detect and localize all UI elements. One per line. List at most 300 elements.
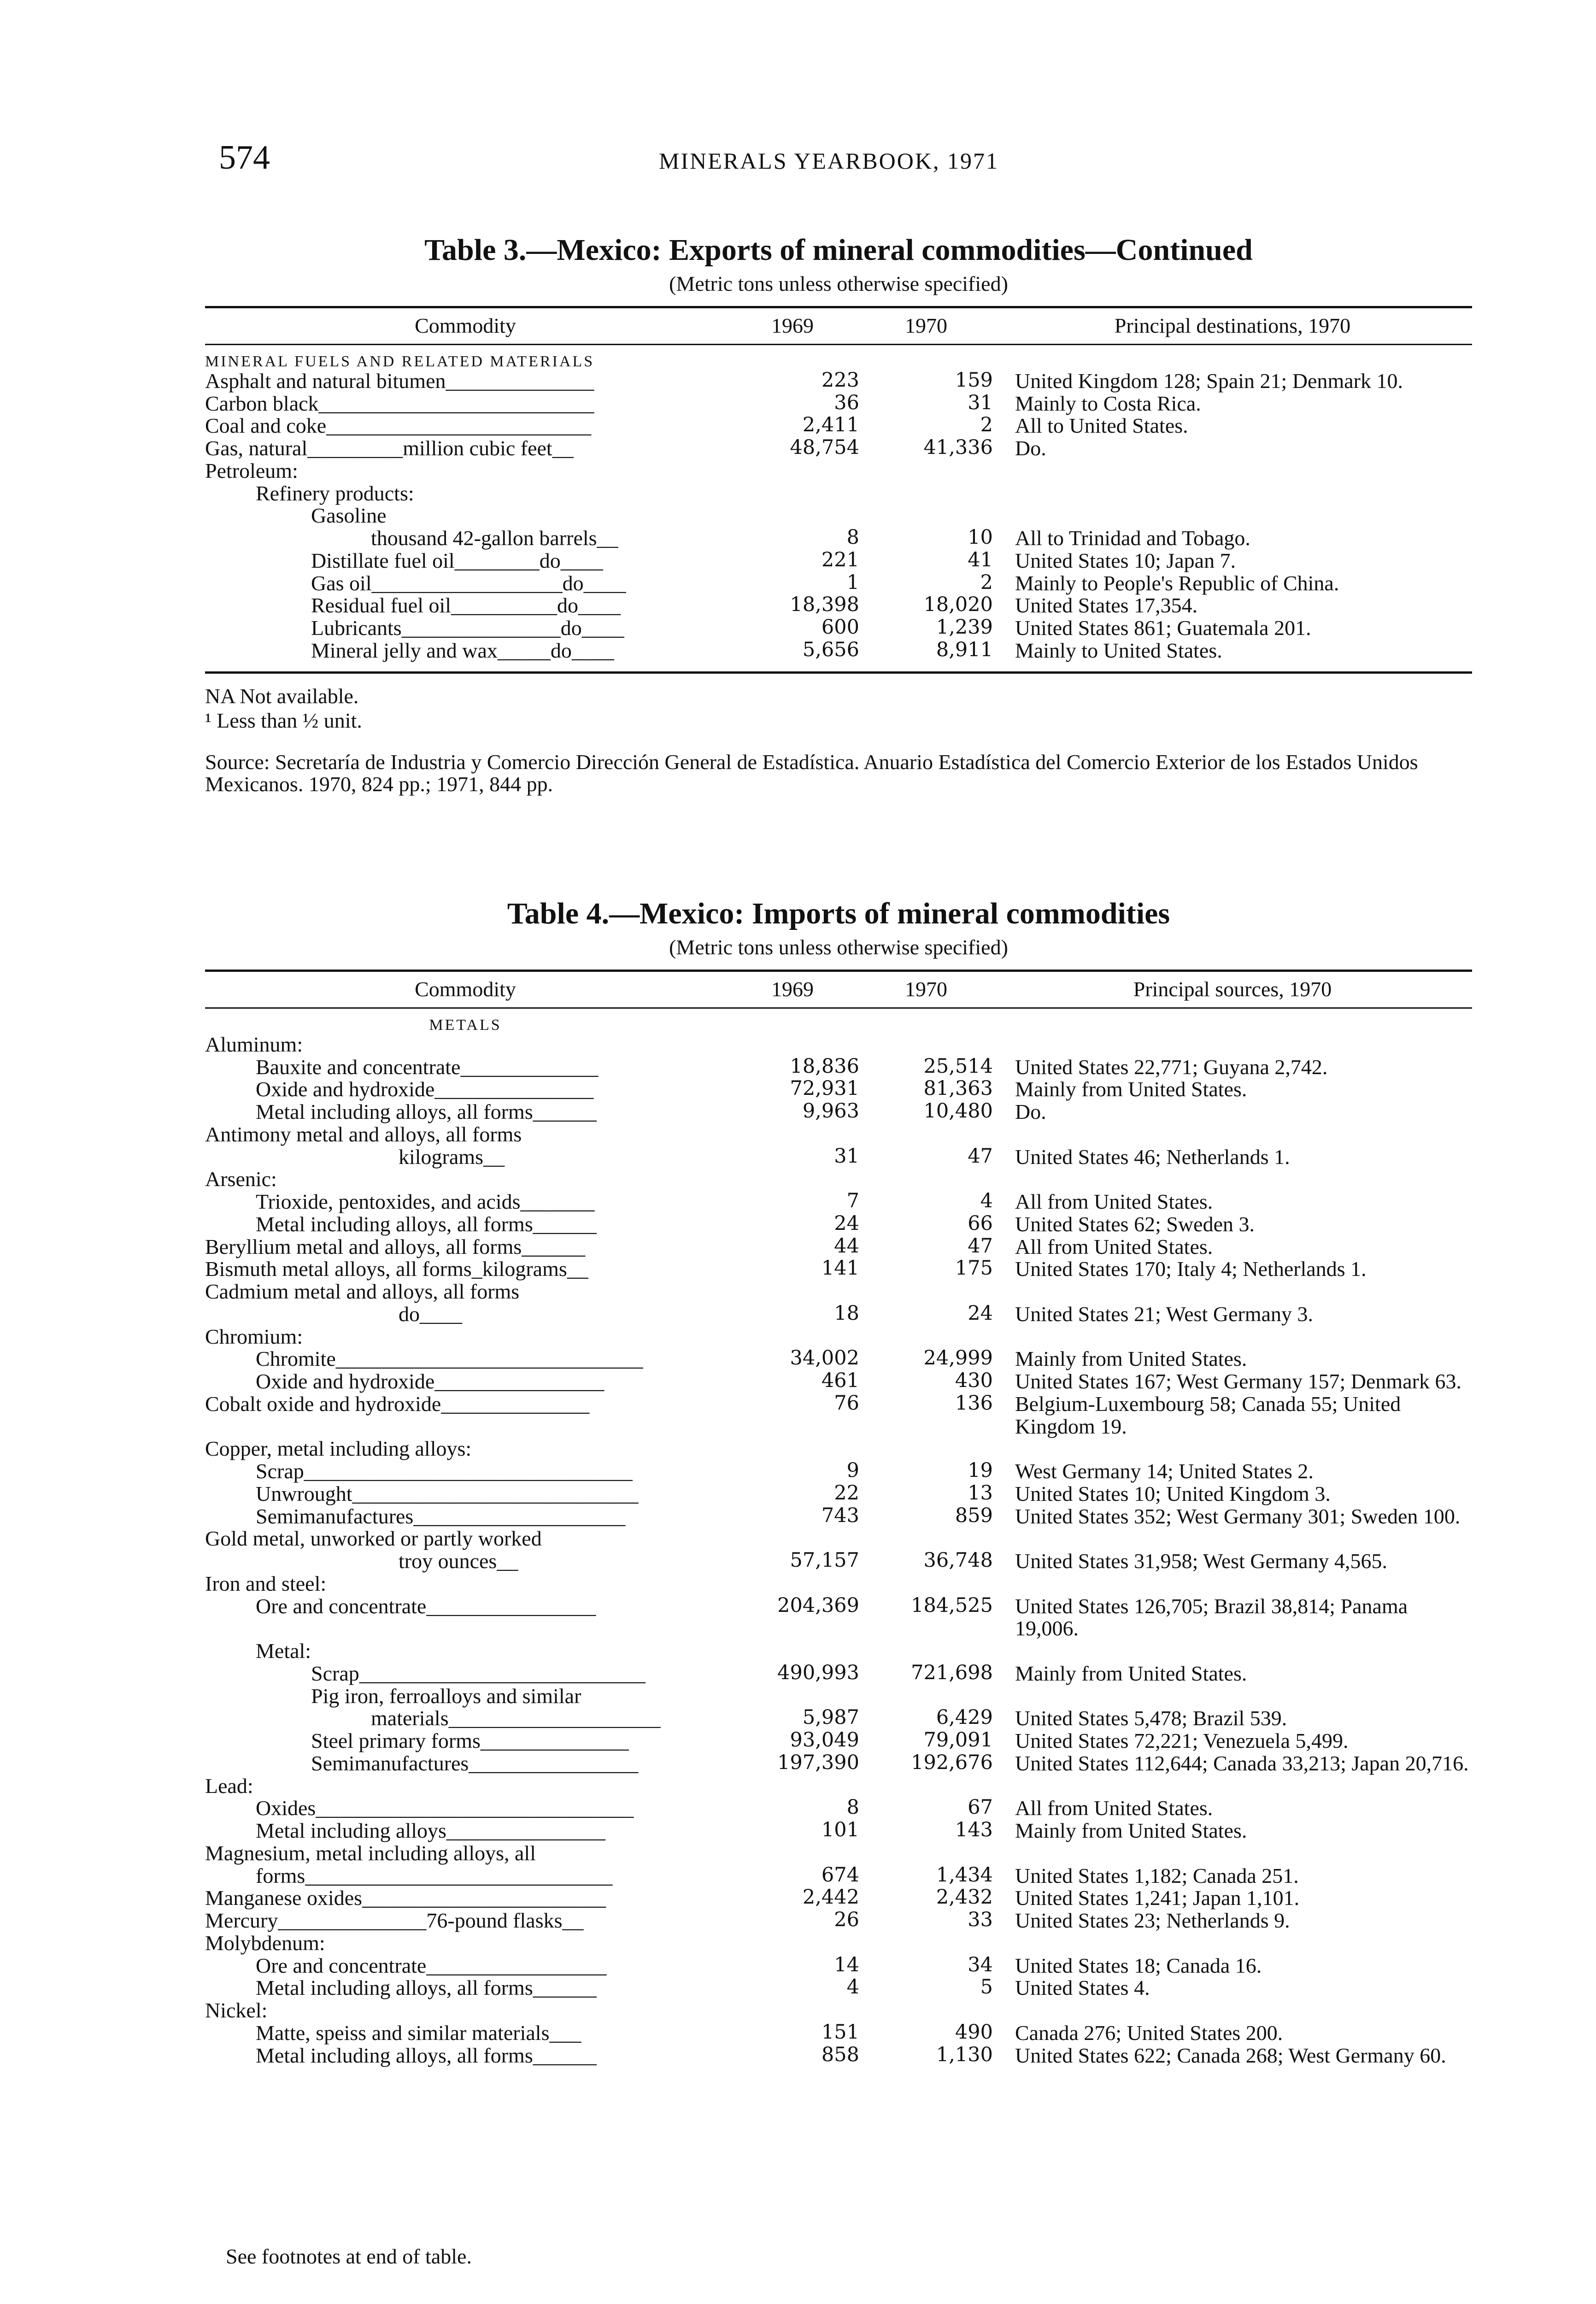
value-1969-cell: 2,411 bbox=[802, 413, 859, 437]
destination-cell bbox=[993, 1528, 1472, 1550]
value-1969-cell: 22 bbox=[834, 1481, 859, 1505]
destination-cell bbox=[993, 1775, 1472, 1798]
table-3-header-row bbox=[205, 308, 1472, 344]
table-row bbox=[205, 1955, 1472, 1977]
value-1970-cell bbox=[859, 1123, 993, 1146]
value-1969-cell bbox=[726, 1775, 859, 1798]
value-1970-cell bbox=[859, 1528, 993, 1550]
value-1970-cell: 19 bbox=[968, 1459, 993, 1482]
commodity-cell: Copper, metal including alloys: bbox=[205, 1437, 472, 1461]
commodity-cell: troy ounces__ bbox=[399, 1549, 518, 1573]
value-1969-cell bbox=[726, 482, 859, 505]
destination-cell bbox=[993, 1842, 1472, 1865]
table-row bbox=[205, 460, 1472, 482]
value-1970-cell: 2 bbox=[980, 413, 993, 437]
col-header-commodity: Commodity bbox=[415, 314, 516, 337]
value-1970-cell: 175 bbox=[955, 1257, 993, 1280]
running-head: MINERALS YEARBOOK, 1971 bbox=[659, 148, 999, 174]
table-row bbox=[205, 1123, 1472, 1146]
value-1970-cell bbox=[859, 1842, 993, 1865]
destination-cell: Mainly to People's Republic of China. bbox=[1015, 571, 1339, 595]
value-1969-cell: 9 bbox=[846, 1459, 859, 1482]
destination-cell: Do. bbox=[1015, 1100, 1046, 1124]
value-1970-cell bbox=[859, 1999, 993, 2022]
commodity-cell: Metal including alloys_______________ bbox=[256, 1819, 605, 1843]
table-row bbox=[205, 1528, 1472, 1550]
value-1969-cell: 44 bbox=[834, 1234, 859, 1258]
value-1970-cell bbox=[859, 1640, 993, 1663]
table-row bbox=[205, 1326, 1472, 1348]
value-1970-cell bbox=[859, 1326, 993, 1348]
value-1969-cell: 24 bbox=[834, 1211, 859, 1235]
destination-cell bbox=[993, 1168, 1472, 1191]
table-row bbox=[205, 1685, 1472, 1708]
commodity-cell: Beryllium metal and alloys, all forms______ bbox=[205, 1234, 586, 1258]
value-1969-cell: 204,369 bbox=[777, 1593, 859, 1617]
destination-cell: United States 72,221; Venezuela 5,499. bbox=[1015, 1729, 1349, 1753]
destination-cell: United States 352; West Germany 301; Sweden 100. bbox=[1015, 1504, 1461, 1528]
value-1969-cell: 14 bbox=[834, 1953, 859, 1976]
table-row bbox=[205, 1034, 1472, 1056]
col-header-sources: Principal sources, 1970 bbox=[1133, 977, 1332, 1001]
col-header-destinations: Principal destinations, 1970 bbox=[1114, 314, 1351, 337]
destination-cell: All to United States. bbox=[1015, 414, 1188, 438]
footnote-reference: See footnotes at end of table. bbox=[226, 2245, 472, 2268]
value-1970-cell: 36,748 bbox=[923, 1549, 993, 1572]
value-1970-cell: 25,514 bbox=[923, 1054, 993, 1078]
commodity-cell: Cobalt oxide and hydroxide______________ bbox=[205, 1392, 590, 1416]
value-1969-cell: 7 bbox=[846, 1189, 859, 1213]
value-1970-cell: 430 bbox=[955, 1369, 993, 1393]
commodity-cell: Iron and steel: bbox=[205, 1571, 327, 1595]
value-1969-cell: 72,931 bbox=[790, 1077, 859, 1100]
value-1969-cell: 8 bbox=[846, 526, 859, 549]
value-1969-cell: 8 bbox=[846, 1796, 859, 1819]
commodity-cell: Scrap_______________________________ bbox=[256, 1459, 633, 1483]
commodity-cell: Metal including alloys, all forms______ bbox=[256, 2043, 597, 2067]
destination-cell: United States 1,182; Canada 251. bbox=[1015, 1863, 1299, 1887]
value-1970-cell: 6,429 bbox=[936, 1706, 993, 1729]
value-1970-cell: 721,698 bbox=[911, 1661, 993, 1684]
value-1969-cell: 31 bbox=[834, 1144, 859, 1168]
destination-cell: United States 112,644; Canada 33,213; Japan 20,716. bbox=[1015, 1751, 1469, 1775]
destination-cell: United States 10; Japan 7. bbox=[1015, 548, 1236, 572]
table-row bbox=[205, 1056, 1472, 1079]
value-1969-cell: 858 bbox=[821, 2043, 859, 2066]
commodity-cell: Gas oil__________________do____ bbox=[311, 571, 626, 595]
commodity-cell: forms_____________________________ bbox=[256, 1863, 613, 1887]
table-row bbox=[205, 527, 1472, 550]
value-1969-cell: 1 bbox=[846, 570, 859, 594]
table-row bbox=[205, 640, 1472, 662]
value-1970-cell: 79,091 bbox=[923, 1728, 993, 1752]
col-header-1970: 1970 bbox=[905, 314, 947, 337]
commodity-cell: Bauxite and concentrate_____________ bbox=[256, 1055, 598, 1079]
table-row bbox=[205, 1999, 1472, 2022]
destination-cell: United Kingdom 128; Spain 21; Denmark 10. bbox=[1015, 369, 1403, 393]
col-header-commodity: Commodity bbox=[415, 977, 516, 1001]
value-1970-cell bbox=[859, 1685, 993, 1708]
value-1970-cell: 10,480 bbox=[923, 1099, 993, 1123]
value-1969-cell: 18 bbox=[834, 1301, 859, 1325]
value-1969-cell: 743 bbox=[821, 1504, 859, 1527]
table-3-grid bbox=[205, 308, 1472, 662]
value-1970-cell bbox=[859, 482, 993, 505]
commodity-cell: Refinery products: bbox=[256, 481, 414, 505]
value-1969-cell: 461 bbox=[821, 1369, 859, 1393]
value-1969-cell bbox=[726, 345, 859, 370]
value-1969-cell bbox=[726, 1009, 859, 1034]
destination-cell bbox=[993, 345, 1472, 370]
value-1969-cell bbox=[726, 1438, 859, 1460]
table-row bbox=[205, 1146, 1472, 1169]
value-1969-cell: 93,049 bbox=[790, 1728, 859, 1752]
table-row bbox=[205, 1797, 1472, 1820]
commodity-cell: Aluminum: bbox=[205, 1032, 303, 1056]
table-row bbox=[205, 1752, 1472, 1775]
destination-cell: Mainly from United States. bbox=[1015, 1077, 1247, 1101]
value-1970-cell: 143 bbox=[955, 1818, 993, 1842]
table-row bbox=[205, 1258, 1472, 1281]
table-row bbox=[205, 1595, 1472, 1640]
table-row bbox=[205, 1775, 1472, 1798]
commodity-cell: Petroleum: bbox=[205, 458, 298, 482]
value-1970-cell: 13 bbox=[968, 1481, 993, 1505]
commodity-cell: kilograms__ bbox=[399, 1145, 505, 1169]
table-row bbox=[205, 1168, 1472, 1191]
commodity-cell: Semimanufactures____________________ bbox=[256, 1504, 626, 1528]
value-1970-cell bbox=[859, 1775, 993, 1798]
commodity-cell: METALS bbox=[429, 1016, 502, 1034]
table-row bbox=[205, 1663, 1472, 1685]
note-na: NA Not available. bbox=[205, 684, 359, 708]
value-1970-cell: 34 bbox=[968, 1953, 993, 1976]
value-1969-cell bbox=[726, 1326, 859, 1348]
commodity-cell: Gold metal, unworked or partly worked bbox=[205, 1527, 542, 1551]
table-row bbox=[205, 1640, 1472, 1663]
destination-cell: Mainly to Costa Rica. bbox=[1015, 391, 1201, 415]
commodity-cell: Matte, speiss and similar materials___ bbox=[256, 2021, 581, 2045]
table-row bbox=[205, 2045, 1472, 2067]
value-1970-cell: 47 bbox=[968, 1144, 993, 1168]
value-1970-cell: 184,525 bbox=[911, 1593, 993, 1617]
table-row bbox=[205, 370, 1472, 393]
value-1969-cell: 674 bbox=[821, 1863, 859, 1887]
table-row bbox=[205, 1865, 1472, 1887]
commodity-cell: thousand 42-gallon barrels__ bbox=[371, 526, 618, 550]
table-3-source: Source: Secretaría de Industria y Comercio Dirección General de Estadística. Anuario Estadística del Comercio Exterior de los Estados Unidos Mexicanos. 1970, 824 pp.; 1971, 844 pp. bbox=[205, 750, 1418, 796]
commodity-cell: Residual fuel oil__________do____ bbox=[311, 594, 621, 617]
value-1970-cell: 41 bbox=[968, 548, 993, 571]
value-1969-cell: 197,390 bbox=[777, 1751, 859, 1774]
commodity-cell: Asphalt and natural bitumen______________ bbox=[205, 369, 594, 393]
destination-cell bbox=[993, 1034, 1472, 1056]
destination-cell: Mainly from United States. bbox=[1015, 1819, 1247, 1843]
table-3-bottom-rule bbox=[205, 671, 1472, 674]
table-row bbox=[205, 1730, 1472, 1752]
destination-cell: Mainly to United States. bbox=[1015, 638, 1222, 662]
table-4 bbox=[205, 896, 1472, 2067]
table-row bbox=[205, 572, 1472, 595]
value-1969-cell: 101 bbox=[821, 1818, 859, 1842]
value-1969-cell bbox=[726, 460, 859, 482]
value-1970-cell: 66 bbox=[968, 1211, 993, 1235]
value-1970-cell: 2,432 bbox=[936, 1886, 993, 1909]
commodity-cell: Metal including alloys, all forms______ bbox=[256, 1976, 597, 2000]
table-row bbox=[205, 1505, 1472, 1528]
destination-cell: United States 622; Canada 268; West Germany 60. bbox=[1015, 2043, 1446, 2067]
commodity-cell: Oxides______________________________ bbox=[256, 1796, 634, 1820]
value-1969-cell: 141 bbox=[821, 1257, 859, 1280]
commodity-cell: Steel primary forms______________ bbox=[311, 1729, 629, 1753]
value-1970-cell: 18,020 bbox=[923, 593, 993, 617]
table-row bbox=[205, 1078, 1472, 1101]
table-row bbox=[205, 1370, 1472, 1393]
table-4-header-row bbox=[205, 972, 1472, 1008]
table-row bbox=[205, 2022, 1472, 2045]
destination-cell: United States 18; Canada 16. bbox=[1015, 1953, 1262, 1977]
commodity-cell: Pig iron, ferroalloys and similar bbox=[311, 1684, 581, 1708]
commodity-cell: Gas, natural_________million cubic feet__ bbox=[205, 436, 574, 460]
table-row bbox=[205, 1820, 1472, 1842]
destination-cell bbox=[993, 1685, 1472, 1708]
destination-cell: United States 10; United Kingdom 3. bbox=[1015, 1481, 1331, 1505]
value-1969-cell: 26 bbox=[834, 1908, 859, 1932]
table-row bbox=[205, 437, 1472, 460]
value-1969-cell: 4 bbox=[846, 1975, 859, 1999]
value-1969-cell bbox=[726, 1573, 859, 1595]
commodity-cell: Antimony metal and alloys, all forms bbox=[205, 1122, 522, 1146]
value-1970-cell: 1,434 bbox=[936, 1863, 993, 1887]
table-row bbox=[205, 393, 1472, 415]
value-1969-cell bbox=[726, 1932, 859, 1955]
value-1969-cell bbox=[726, 505, 859, 527]
table-row bbox=[205, 482, 1472, 505]
table-4-grid bbox=[205, 972, 1472, 2067]
destination-cell: United States 170; Italy 4; Netherlands 1. bbox=[1015, 1257, 1367, 1281]
destination-cell: United States 22,771; Guyana 2,742. bbox=[1015, 1055, 1328, 1079]
commodity-cell: Gasoline bbox=[311, 504, 387, 528]
value-1970-cell bbox=[859, 1573, 993, 1595]
commodity-cell: Scrap___________________________ bbox=[311, 1661, 645, 1685]
value-1970-cell: 2 bbox=[980, 570, 993, 594]
value-1969-cell: 5,656 bbox=[802, 638, 859, 661]
value-1969-cell: 57,157 bbox=[790, 1549, 859, 1572]
commodity-cell: Mineral jelly and wax_____do____ bbox=[311, 638, 614, 662]
value-1970-cell bbox=[859, 505, 993, 527]
commodity-cell: Coal and coke_________________________ bbox=[205, 414, 592, 438]
value-1969-cell: 223 bbox=[821, 368, 859, 392]
table-3 bbox=[205, 233, 1472, 795]
table-row bbox=[205, 1460, 1472, 1483]
value-1969-cell: 221 bbox=[821, 548, 859, 571]
table-row bbox=[205, 1932, 1472, 1955]
value-1970-cell bbox=[859, 1932, 993, 1955]
destination-cell: United States 23; Netherlands 9. bbox=[1015, 1909, 1290, 1933]
note-less-than-half: ¹ Less than ½ unit. bbox=[205, 708, 362, 732]
value-1969-cell bbox=[726, 1034, 859, 1056]
destination-cell bbox=[993, 1999, 1472, 2022]
table-4-body bbox=[205, 1009, 1472, 2067]
destination-cell: West Germany 14; United States 2. bbox=[1015, 1459, 1314, 1483]
value-1970-cell: 1,239 bbox=[936, 616, 993, 639]
table-row bbox=[205, 505, 1472, 527]
destination-cell: Mainly from United States. bbox=[1015, 1347, 1247, 1371]
value-1970-cell bbox=[859, 1009, 993, 1034]
commodity-cell: Mercury______________76-pound flasks__ bbox=[205, 1909, 584, 1933]
destination-cell: United States 62; Sweden 3. bbox=[1015, 1212, 1255, 1236]
commodity-cell: MINERAL FUELS AND RELATED MATERIALS bbox=[205, 353, 595, 370]
value-1970-cell: 159 bbox=[955, 368, 993, 392]
commodity-cell: Arsenic: bbox=[205, 1167, 277, 1191]
table-3-title: Table 3.—Mexico: Exports of mineral commodities—Continued bbox=[424, 233, 1253, 267]
destination-cell: Belgium-Luxembourg 58; Canada 55; United Kingdom 19. bbox=[1015, 1392, 1401, 1438]
table-row bbox=[205, 1550, 1472, 1573]
value-1970-cell bbox=[859, 345, 993, 370]
commodity-cell: Manganese oxides_______________________ bbox=[205, 1886, 606, 1910]
value-1969-cell: 9,963 bbox=[802, 1099, 859, 1123]
destination-cell: United States 17,354. bbox=[1015, 594, 1198, 617]
value-1969-cell: 34,002 bbox=[790, 1346, 859, 1370]
value-1969-cell bbox=[726, 1640, 859, 1663]
value-1969-cell bbox=[726, 1685, 859, 1708]
destination-cell bbox=[993, 1326, 1472, 1348]
table-row bbox=[205, 1009, 1472, 1034]
table-row bbox=[205, 1236, 1472, 1258]
value-1970-cell: 859 bbox=[955, 1504, 993, 1527]
destination-cell bbox=[993, 1573, 1472, 1595]
commodity-cell: Semimanufactures________________ bbox=[311, 1751, 639, 1775]
value-1969-cell bbox=[726, 1281, 859, 1303]
commodity-cell: Oxide and hydroxide_______________ bbox=[256, 1077, 594, 1101]
table-row bbox=[205, 1842, 1472, 1865]
value-1970-cell bbox=[859, 1034, 993, 1056]
col-header-1969: 1969 bbox=[771, 977, 814, 1001]
value-1970-cell bbox=[859, 460, 993, 482]
table-row bbox=[205, 1281, 1472, 1303]
value-1970-cell: 1,130 bbox=[936, 2043, 993, 2066]
table-row bbox=[205, 345, 1472, 370]
destination-cell: All from United States. bbox=[1015, 1234, 1213, 1258]
table-row bbox=[205, 1573, 1472, 1595]
table-row bbox=[205, 617, 1472, 640]
commodity-cell: Distillate fuel oil________do____ bbox=[311, 548, 603, 572]
value-1970-cell: 5 bbox=[980, 1975, 993, 1999]
table-row bbox=[205, 1438, 1472, 1460]
commodity-cell: Metal: bbox=[256, 1639, 311, 1663]
value-1970-cell: 4 bbox=[980, 1189, 993, 1213]
value-1969-cell: 18,836 bbox=[790, 1054, 859, 1078]
commodity-cell: Trioxide, pentoxides, and acids_______ bbox=[256, 1190, 595, 1214]
destination-cell: United States 31,958; West Germany 4,565. bbox=[1015, 1549, 1388, 1573]
value-1970-cell bbox=[859, 1168, 993, 1191]
table-row bbox=[205, 1707, 1472, 1730]
table-row bbox=[205, 1393, 1472, 1438]
table-row bbox=[205, 1483, 1472, 1505]
commodity-cell: do____ bbox=[399, 1302, 462, 1326]
col-header-1970: 1970 bbox=[905, 977, 947, 1001]
table-row bbox=[205, 1101, 1472, 1123]
commodity-cell: Chromium: bbox=[205, 1324, 303, 1348]
commodity-cell: Cadmium metal and alloys, all forms bbox=[205, 1280, 520, 1304]
value-1970-cell: 47 bbox=[968, 1234, 993, 1258]
commodity-cell: Chromite_____________________________ bbox=[256, 1347, 643, 1371]
value-1969-cell bbox=[726, 1123, 859, 1146]
table-row bbox=[205, 1191, 1472, 1213]
destination-cell bbox=[993, 482, 1472, 505]
table-3-body bbox=[205, 345, 1472, 662]
value-1970-cell: 81,363 bbox=[923, 1077, 993, 1100]
destination-cell: United States 5,478; Brazil 539. bbox=[1015, 1706, 1287, 1730]
table-row bbox=[205, 1887, 1472, 1910]
commodity-cell: Carbon black__________________________ bbox=[205, 391, 594, 415]
value-1970-cell: 31 bbox=[968, 391, 993, 414]
destination-cell bbox=[993, 1123, 1472, 1146]
table-row bbox=[205, 1213, 1472, 1236]
value-1969-cell bbox=[726, 1528, 859, 1550]
page-number: 574 bbox=[219, 139, 270, 176]
destination-cell bbox=[993, 505, 1472, 527]
destination-cell: United States 1,241; Japan 1,101. bbox=[1015, 1886, 1300, 1910]
table-row bbox=[205, 415, 1472, 437]
table-row bbox=[205, 1910, 1472, 1932]
destination-cell bbox=[993, 1640, 1472, 1663]
commodity-cell: Lubricants_______________do____ bbox=[311, 616, 624, 640]
destination-cell: Do. bbox=[1015, 436, 1046, 460]
table-4-title: Table 4.—Mexico: Imports of mineral commodities bbox=[507, 897, 1170, 930]
value-1970-cell bbox=[859, 1281, 993, 1303]
table-3-subtitle: (Metric tons unless otherwise specified) bbox=[669, 272, 1008, 295]
value-1969-cell bbox=[726, 1168, 859, 1191]
commodity-cell: Lead: bbox=[205, 1774, 253, 1798]
destination-cell: All from United States. bbox=[1015, 1190, 1213, 1214]
destination-cell: United States 46; Netherlands 1. bbox=[1015, 1145, 1290, 1169]
value-1970-cell: 10 bbox=[968, 526, 993, 549]
value-1970-cell: 136 bbox=[955, 1391, 993, 1415]
value-1970-cell bbox=[859, 1438, 993, 1460]
destination-cell: Canada 276; United States 200. bbox=[1015, 2021, 1283, 2045]
value-1969-cell: 5,987 bbox=[802, 1706, 859, 1729]
commodity-cell: Ore and concentrate________________ bbox=[256, 1594, 596, 1618]
value-1969-cell: 151 bbox=[821, 2020, 859, 2044]
value-1969-cell: 18,398 bbox=[790, 593, 859, 617]
value-1969-cell: 600 bbox=[821, 616, 859, 639]
table-3-notes bbox=[205, 684, 1472, 733]
destination-cell: United States 167; West Germany 157; Denmark 63. bbox=[1015, 1369, 1461, 1393]
value-1970-cell: 67 bbox=[968, 1796, 993, 1819]
value-1969-cell: 2,442 bbox=[802, 1886, 859, 1909]
value-1970-cell: 24,999 bbox=[923, 1346, 993, 1370]
value-1969-cell: 76 bbox=[834, 1391, 859, 1415]
table-row bbox=[205, 550, 1472, 572]
destination-cell bbox=[993, 1932, 1472, 1955]
commodity-cell: Bismuth metal alloys, all forms_kilograms__ bbox=[205, 1257, 588, 1281]
table-row bbox=[205, 1303, 1472, 1326]
value-1970-cell: 192,676 bbox=[911, 1751, 993, 1774]
commodity-cell: materials____________________ bbox=[371, 1706, 661, 1730]
value-1970-cell: 33 bbox=[968, 1908, 993, 1932]
destination-cell: All from United States. bbox=[1015, 1796, 1213, 1820]
commodity-cell: Nickel: bbox=[205, 1998, 268, 2022]
value-1969-cell: 48,754 bbox=[790, 436, 859, 459]
destination-cell: United States 861; Guatemala 201. bbox=[1015, 616, 1311, 640]
destination-cell: United States 126,705; Brazil 38,814; Panama 19,006. bbox=[1015, 1594, 1408, 1640]
value-1970-cell: 490 bbox=[955, 2020, 993, 2044]
col-header-1969: 1969 bbox=[771, 314, 814, 337]
value-1970-cell: 24 bbox=[968, 1301, 993, 1325]
commodity-cell: Metal including alloys, all forms______ bbox=[256, 1100, 597, 1124]
table-row bbox=[205, 1977, 1472, 1999]
